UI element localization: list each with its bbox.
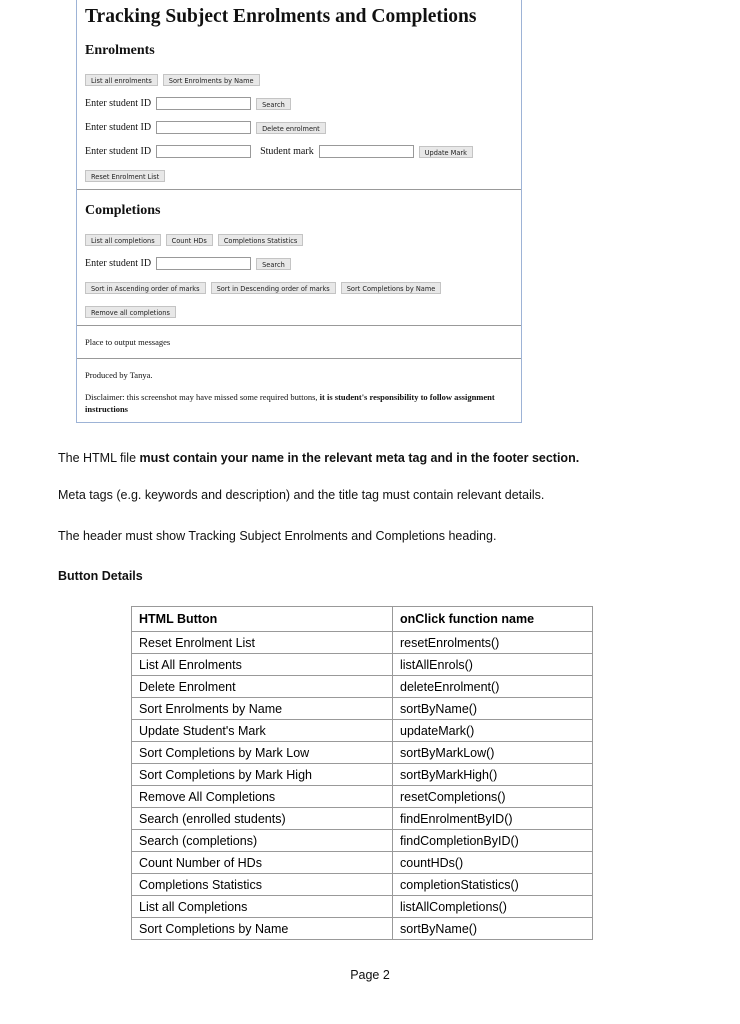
output-messages: Place to output messages [85,337,171,347]
table-row [132,830,593,852]
function-name-cell: sortByMarkHigh() [393,764,593,786]
sort-enrolments-by-name-button[interactable]: Sort Enrolments by Name [163,74,260,86]
student-id-label: Enter student ID [85,122,152,133]
table-row [132,632,593,654]
disclaimer: Disclaimer: this screenshot may have missed some required buttons, it is student's responsibility to follow assignment instructions [85,392,495,414]
table-row [132,764,593,786]
list-all-completions-button[interactable]: List all completions [85,234,161,246]
student-id-label: Enter student ID [85,258,152,269]
page-title: Tracking Subject Enrolments and Completions [85,6,477,27]
function-name-cell: resetEnrolments() [393,632,593,654]
delete-enrolment-id-input[interactable] [156,121,251,134]
requirement-header: The header must show Tracking Subject Enrolments and Completions heading. [58,529,497,543]
table-row [132,742,593,764]
section-heading: Button Details [58,569,143,583]
student-id-label: Enter student ID [85,146,152,157]
button-name-cell: Sort Completions by Name [132,918,393,940]
function-name-cell: sortByName() [393,918,593,940]
button-name-cell: Delete Enrolment [132,676,393,698]
student-mark-input[interactable] [319,145,414,158]
table-row [132,698,593,720]
search-completion-id-input[interactable] [156,257,251,270]
function-name-cell: deleteEnrolment() [393,676,593,698]
function-name-cell: resetCompletions() [393,786,593,808]
button-name-cell: Remove All Completions [132,786,393,808]
enrolments-heading: Enrolments [85,43,155,58]
update-mark-id-input[interactable] [156,145,251,158]
button-name-cell: Sort Completions by Mark Low [132,742,393,764]
column-header: HTML Button [132,607,393,632]
student-mark-label: Student mark [260,146,314,157]
table-row [132,896,593,918]
produced-by: Produced by Tanya. [85,370,153,380]
app-screenshot [76,0,522,423]
count-hds-button[interactable]: Count HDs [166,234,213,246]
table-row [132,654,593,676]
button-name-cell: Completions Statistics [132,874,393,896]
function-name-cell: countHDs() [393,852,593,874]
table-row [132,808,593,830]
table-row [132,874,593,896]
requirement-name: The HTML file must contain your name in the relevant meta tag and in the footer section. [58,451,580,465]
button-name-cell: Search (completions) [132,830,393,852]
button-details-table [131,606,593,940]
sort-completions-by-name-button[interactable]: Sort Completions by Name [341,282,442,294]
button-name-cell: Count Number of HDs [132,852,393,874]
update-mark-button[interactable]: Update Mark [419,146,473,158]
student-id-label: Enter student ID [85,98,152,109]
table-row [132,918,593,940]
search-enrolment-id-input[interactable] [156,97,251,110]
table-row [132,676,593,698]
function-name-cell: findEnrolmentByID() [393,808,593,830]
divider [77,325,521,326]
completions-heading: Completions [85,203,161,218]
column-header: onClick function name [393,607,593,632]
function-name-cell: findCompletionByID() [393,830,593,852]
function-name-cell: listAllCompletions() [393,896,593,918]
search-enrolment-button[interactable]: Search [256,98,291,110]
button-name-cell: Search (enrolled students) [132,808,393,830]
button-name-cell: Sort Completions by Mark High [132,764,393,786]
completions-statistics-button[interactable]: Completions Statistics [218,234,303,246]
button-name-cell: Update Student's Mark [132,720,393,742]
sort-ascending-button[interactable]: Sort in Ascending order of marks [85,282,206,294]
table-row [132,720,593,742]
divider [77,189,521,190]
page-number: Page 2 [350,968,390,982]
button-name-cell: List all Completions [132,896,393,918]
button-name-cell: Sort Enrolments by Name [132,698,393,720]
function-name-cell: listAllEnrols() [393,654,593,676]
list-all-enrolments-button[interactable]: List all enrolments [85,74,158,86]
button-name-cell: List All Enrolments [132,654,393,676]
function-name-cell: sortByMarkLow() [393,742,593,764]
button-name-cell: Reset Enrolment List [132,632,393,654]
function-name-cell: sortByName() [393,698,593,720]
table-row [132,786,593,808]
reset-enrolment-list-button[interactable]: Reset Enrolment List [85,170,165,182]
remove-all-completions-button[interactable]: Remove all completions [85,306,176,318]
search-completion-button[interactable]: Search [256,258,291,270]
function-name-cell: completionStatistics() [393,874,593,896]
divider [77,358,521,359]
requirement-meta: Meta tags (e.g. keywords and description) and the title tag must contain relevant details. [58,488,545,502]
delete-enrolment-button[interactable]: Delete enrolment [256,122,326,134]
sort-descending-button[interactable]: Sort in Descending order of marks [211,282,336,294]
function-name-cell: updateMark() [393,720,593,742]
table-row [132,852,593,874]
